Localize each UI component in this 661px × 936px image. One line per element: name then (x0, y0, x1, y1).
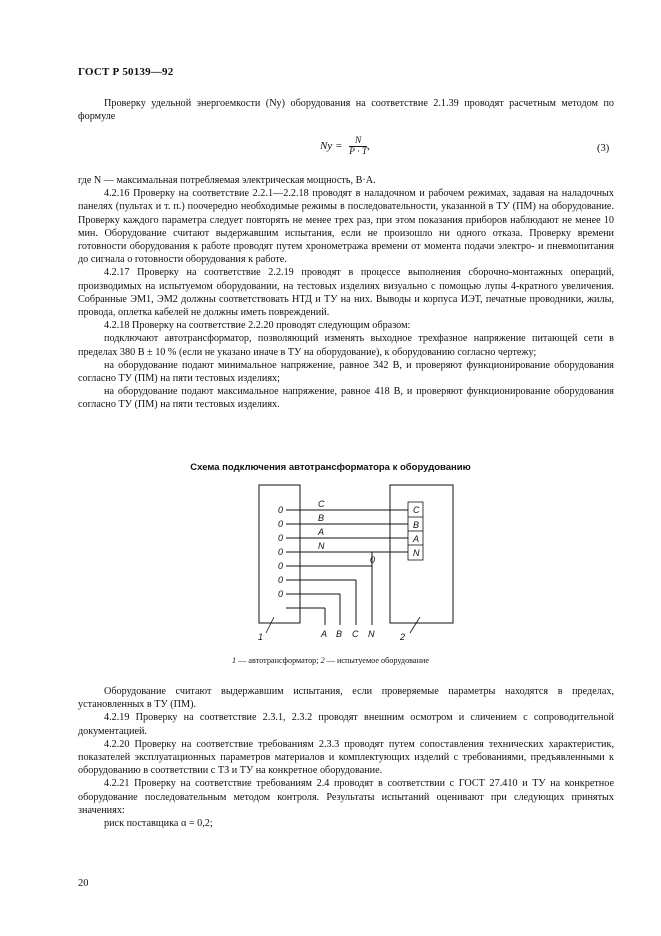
paragraph-risk: риск поставщика α = 0,2; (104, 818, 213, 830)
paragraph-4-2-20: 4.2.20 Проверку на соответствие требованиям 2.3.3 проводят путем сопоставления технических характеристик, показателей эксплуатационных параметров материалов и комплектующих изделий с требованиями, предъявленными к оборудованию в соответствии с ТЗ и ТУ на конкретное оборудование. (78, 738, 614, 777)
paragraph-where: где N — максимальная потребляемая электрическая мощность, В·А. (78, 175, 376, 186)
bottom-label-c: C (352, 629, 359, 639)
left-terminal-4: 0 (278, 547, 284, 557)
box-number-2: 2 (400, 632, 406, 642)
paragraph-4-2-17: 4.2.17 Проверку на соответствие 2.2.19 проводят в процессе выполнения сборочно-монтажных операций, производимых на испытуемом оборудовании, на тестовых изделиях визуально с помощью лупы 4-кратного увеличения. Собранные ЭМ1, ЭМ2 должны соответствовать НТД и ТУ на них. Выводы и корпуса ИЭТ, печатные проводники, жилы, провода, оплетка кабелей не должны иметь повреждений. (78, 267, 614, 319)
right-terminal-a: A (413, 534, 420, 544)
diagram-caption: Схема подключения автотрансформатора к оборудованию (190, 462, 471, 473)
page-header: ГОСТ Р 50139—92 (78, 66, 174, 78)
left-terminal-6: 0 (278, 575, 284, 585)
equation-number: (3) (597, 143, 610, 154)
right-terminal-n: N (413, 548, 420, 558)
left-terminal-1: 0 (278, 505, 284, 515)
text-block-bottom (78, 685, 614, 830)
wire-label-n: N (318, 541, 325, 551)
formula-numerator: N (349, 136, 367, 147)
formula-denominator: P · T (349, 147, 368, 157)
left-terminal-7: 0 (278, 589, 284, 599)
left-terminal-5: 0 (278, 561, 284, 571)
left-terminal-3: 0 (278, 533, 284, 543)
legend-text-2: — испытуемое оборудование (324, 656, 429, 665)
left-terminal-2: 0 (278, 519, 284, 529)
legend-number-1: 1 (232, 656, 237, 665)
wire-label-c: C (318, 499, 325, 509)
paragraph-4-2-18: 4.2.18 Проверку на соответствие 2.2.20 проводят следующим образом: (104, 320, 411, 332)
bottom-label-n: N (368, 629, 375, 639)
paragraph-after-diagram: Оборудование считают выдержавшим испытания, если проверяемые параметры находятся в пределах, установленных в ТУ (ПМ). (78, 686, 614, 711)
right-terminal-c: C (413, 505, 420, 515)
legend-text-1: — автотрансформатор; (236, 656, 321, 665)
right-terminal-b: B (413, 520, 420, 530)
diagram-legend (0, 656, 661, 665)
paragraph-4-2-18-b: на оборудование подают минимальное напряжение, равное 342 В, и проверяют функционирование оборудования согласно ТУ (ПМ) на пяти тестовых изделиях; (78, 359, 614, 385)
paragraph-4-2-18-a: подключают автотрансформатор, позволяющий изменять выходное трехфазное напряжение питающей сети в пределах 380 В ± 10 % (если не указано иначе в ТУ на оборудование), к оборудованию согласно чертежу; (78, 333, 614, 358)
paragraph-4-2-16: 4.2.16 Проверку на соответствие 2.2.1—2.2.18 проводят в наладочном и рабочем режимах, задавая на наладочных панелях (пультах и т. п.) поочередно необходимые режимы в последовательности, указанной в ТУ (ПМ) на оборудование. Проверку каждого параметра следует повторять не менее трех раз, при этом показания приборов наблюдают не менее 10 мин. Оборудование считают выдержавшим испытания, если не произошло ни одного отказа. Проверку времени готовности оборудования к работе проводят путем хронометража времени от момента подачи электро- и пневмопитания до сигнала о готовности оборудования к работе. (78, 188, 614, 266)
bottom-label-a: A (321, 629, 328, 639)
wire-label-b: B (318, 513, 325, 523)
bottom-label-b: B (336, 629, 343, 639)
zero-label: 0 (370, 555, 376, 565)
box-number-1: 1 (258, 632, 264, 642)
paragraph-4-2-19: 4.2.19 Проверку на соответствие 2.3.1, 2.3.2 проводят внешним осмотром и сличением с сопроводительной документацией. (78, 712, 614, 737)
formula-comma: , (367, 140, 370, 153)
formula-lhs: Nу = (320, 140, 343, 153)
legend-number-2: 2 (320, 656, 325, 665)
equipment-box (390, 485, 453, 623)
paragraph-4-2-18-c: на оборудование подают максимальное напряжение, равное 418 В, и проверяют функционирование оборудования согласно ТУ (ПМ) на пяти тестовых изделиях. (78, 386, 614, 411)
paragraph-4-2-21: 4.2.21 Проверку на соответствие требованиям 2.4 проводят в соответствии с ГОСТ 27.410 и ТУ на конкретное оборудование последовательным методом контроля. Результаты испытаний оценивают при следующих принятых значениях: (78, 778, 614, 816)
wire-label-a: A (318, 527, 325, 537)
page-number: 20 (78, 878, 89, 889)
paragraph-energy: Проверку удельной энергоемкости (Nу) оборудования на соответствие 2.1.39 проводят расчетным методом по формуле (78, 98, 614, 123)
